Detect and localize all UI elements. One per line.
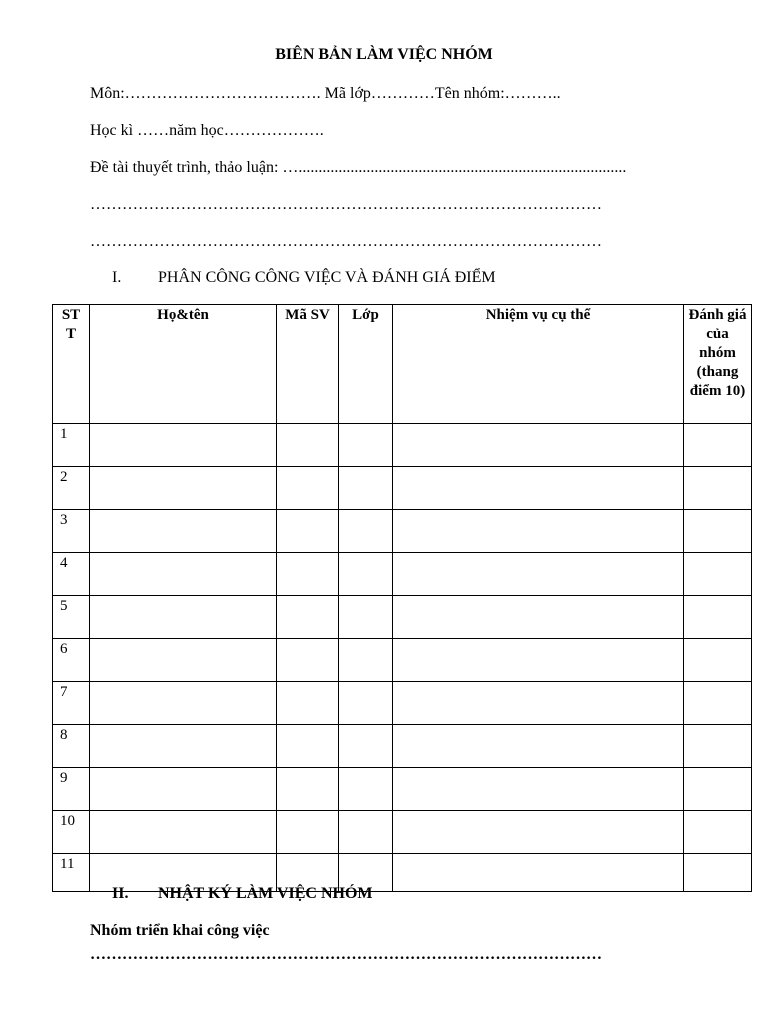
cell-student-id[interactable] xyxy=(277,682,339,725)
cell-class[interactable] xyxy=(339,768,393,811)
cell-task[interactable] xyxy=(393,768,684,811)
cell-task[interactable] xyxy=(393,424,684,467)
table-row xyxy=(53,682,752,725)
cell-name[interactable] xyxy=(90,424,277,467)
cell-task[interactable] xyxy=(393,811,684,854)
topic-line: Đề tài thuyết trình, thảo luận: ….................................................................................. xyxy=(90,159,627,176)
cell-stt: 7 xyxy=(53,682,90,725)
section-1-title: PHÂN CÔNG CÔNG VIỆC VÀ ĐÁNH GIÁ ĐIỂM xyxy=(158,269,496,286)
cell-class[interactable] xyxy=(339,596,393,639)
header-class: Lớp xyxy=(339,305,393,424)
table-row xyxy=(53,811,752,854)
task-assignment-table xyxy=(52,304,752,892)
semester-year-line: Học kì ……năm học………………. xyxy=(90,122,324,139)
cell-task[interactable] xyxy=(393,467,684,510)
cell-class[interactable] xyxy=(339,424,393,467)
cell-task[interactable] xyxy=(393,596,684,639)
cell-student-id[interactable] xyxy=(277,596,339,639)
cell-task[interactable] xyxy=(393,854,684,892)
cell-name[interactable] xyxy=(90,768,277,811)
cell-class[interactable] xyxy=(339,467,393,510)
cell-score[interactable] xyxy=(684,854,752,892)
cell-score[interactable] xyxy=(684,682,752,725)
cell-stt: 11 xyxy=(53,854,90,892)
cell-stt: 2 xyxy=(53,467,90,510)
cell-stt: 4 xyxy=(53,553,90,596)
cell-score[interactable] xyxy=(684,510,752,553)
cell-class[interactable] xyxy=(339,811,393,854)
cell-score[interactable] xyxy=(684,553,752,596)
cell-task[interactable] xyxy=(393,510,684,553)
cell-stt: 9 xyxy=(53,768,90,811)
cell-task[interactable] xyxy=(393,725,684,768)
dotted-line-3: …………………………………………………………………………………… xyxy=(90,946,602,963)
cell-score[interactable] xyxy=(684,811,752,854)
cell-student-id[interactable] xyxy=(277,467,339,510)
table-row xyxy=(53,553,752,596)
cell-name[interactable] xyxy=(90,682,277,725)
document-title: BIÊN BẢN LÀM VIỆC NHÓM xyxy=(275,46,493,63)
cell-score[interactable] xyxy=(684,639,752,682)
group-work-subheading: Nhóm triển khai công việc xyxy=(90,922,270,939)
table-row xyxy=(53,725,752,768)
cell-name[interactable] xyxy=(90,596,277,639)
cell-student-id[interactable] xyxy=(277,725,339,768)
header-stt-text: STT xyxy=(61,307,81,342)
dotted-line-1: …………………………………………………………………………………… xyxy=(90,196,602,213)
header-task: Nhiệm vụ cụ thể xyxy=(393,305,684,424)
section-2-number: II. xyxy=(112,885,129,902)
table-header-row xyxy=(53,305,752,424)
cell-score[interactable] xyxy=(684,424,752,467)
table-row xyxy=(53,596,752,639)
cell-name[interactable] xyxy=(90,639,277,682)
header-stt xyxy=(53,305,90,424)
cell-name[interactable] xyxy=(90,811,277,854)
cell-stt: 10 xyxy=(53,811,90,854)
cell-student-id[interactable] xyxy=(277,424,339,467)
cell-task[interactable] xyxy=(393,682,684,725)
cell-stt: 1 xyxy=(53,424,90,467)
header-score: Đánh giá của nhóm (thang điểm 10) xyxy=(684,305,752,424)
cell-name[interactable] xyxy=(90,510,277,553)
cell-stt: 6 xyxy=(53,639,90,682)
cell-student-id[interactable] xyxy=(277,510,339,553)
cell-student-id[interactable] xyxy=(277,553,339,596)
header-name: Họ&tên xyxy=(90,305,277,424)
table-row xyxy=(53,510,752,553)
table-row xyxy=(53,467,752,510)
table-row xyxy=(53,639,752,682)
section-2-title: NHẬT KÝ LÀM VIỆC NHÓM xyxy=(158,885,373,902)
cell-stt: 5 xyxy=(53,596,90,639)
cell-score[interactable] xyxy=(684,725,752,768)
cell-name[interactable] xyxy=(90,725,277,768)
table-row xyxy=(53,768,752,811)
cell-student-id[interactable] xyxy=(277,639,339,682)
cell-task[interactable] xyxy=(393,639,684,682)
cell-score[interactable] xyxy=(684,596,752,639)
cell-stt: 3 xyxy=(53,510,90,553)
cell-score[interactable] xyxy=(684,467,752,510)
cell-name[interactable] xyxy=(90,553,277,596)
cell-name[interactable] xyxy=(90,467,277,510)
section-1-number: I. xyxy=(112,269,122,286)
cell-task[interactable] xyxy=(393,553,684,596)
subject-class-group-line: Môn:………………………………. Mã lớp…………Tên nhóm:……….. xyxy=(90,85,561,102)
cell-class[interactable] xyxy=(339,682,393,725)
cell-student-id[interactable] xyxy=(277,768,339,811)
table-row xyxy=(53,424,752,467)
cell-class[interactable] xyxy=(339,639,393,682)
cell-class[interactable] xyxy=(339,510,393,553)
cell-class[interactable] xyxy=(339,725,393,768)
cell-score[interactable] xyxy=(684,768,752,811)
cell-class[interactable] xyxy=(339,553,393,596)
dotted-line-2: …………………………………………………………………………………… xyxy=(90,233,602,250)
header-student-id: Mã SV xyxy=(277,305,339,424)
cell-stt: 8 xyxy=(53,725,90,768)
cell-student-id[interactable] xyxy=(277,811,339,854)
